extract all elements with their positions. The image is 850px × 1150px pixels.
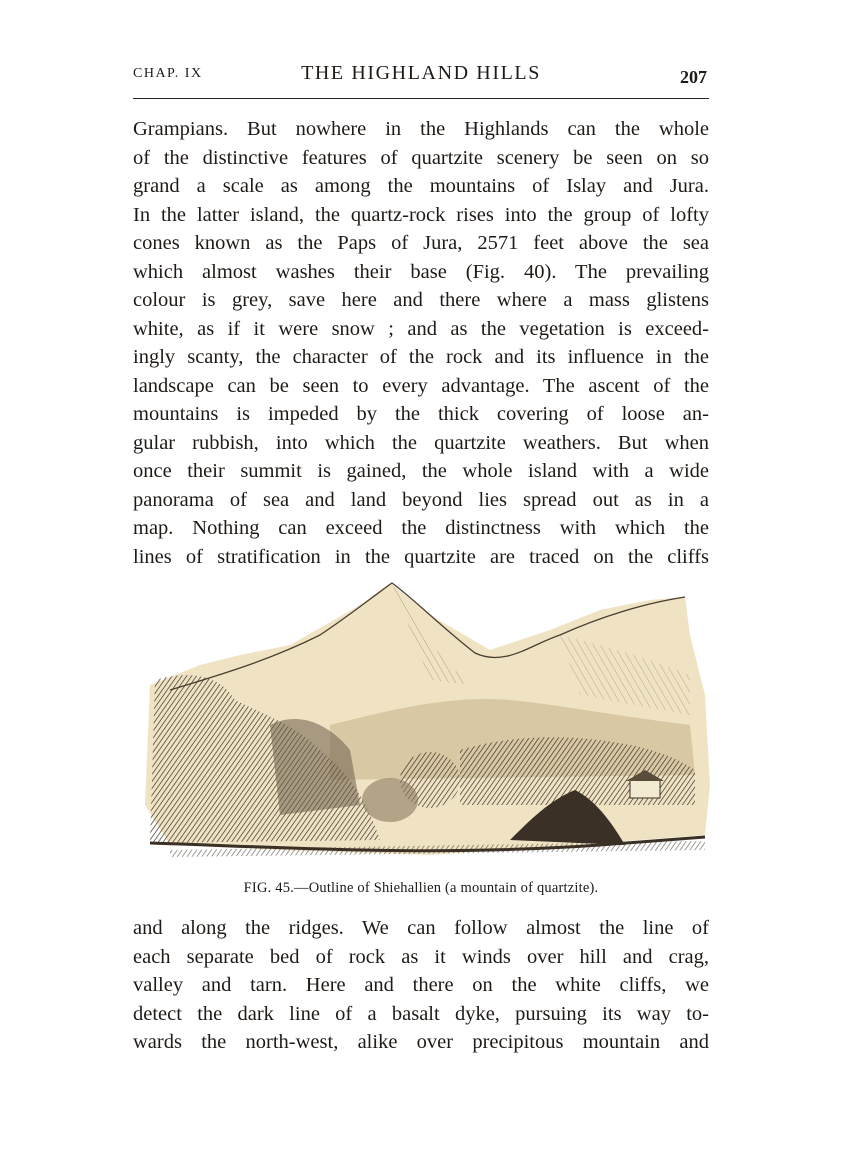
figure-caption: FIG. 45.—Outline of Shiehallien (a mountain of quartzite). — [243, 880, 599, 896]
text-line: and along the ridges. We can follow almost the line of — [133, 917, 709, 939]
running-title: THE HIGHLAND HILLS — [301, 62, 541, 84]
text-line: valley and tarn. Here and there on the white cliffs, we — [133, 974, 709, 996]
running-header — [133, 62, 709, 92]
header-rule — [133, 98, 709, 99]
text-line: map. Nothing can exceed the distinctness with which the — [133, 517, 709, 539]
text-line: each separate bed of rock as it winds over hill and crag, — [133, 945, 709, 968]
text-line: colour is grey, save here and there where a mass glistens — [133, 289, 709, 311]
mountain-engraving-figure — [130, 575, 720, 870]
text-line: Grampians. But nowhere in the Highlands can the whole — [133, 118, 709, 140]
text-line: lines of stratification in the quartzite are traced on the cliffs — [133, 545, 709, 568]
text-line: In the latter island, the quartz-rock rises into the group of lofty — [133, 203, 709, 226]
text-line: ingly scanty, the character of the rock and its influence in the — [133, 346, 709, 368]
text-line: gular rubbish, into which the quartzite weathers. But when — [133, 431, 709, 454]
text-line: mountains is impeded by the thick covering of loose an- — [133, 403, 709, 425]
text-line: landscape can be seen to every advantage. The ascent of the — [133, 374, 709, 397]
text-line: cones known as the Paps of Jura, 2571 feet above the sea — [133, 232, 709, 254]
text-line: which almost washes their base (Fig. 40). The prevailing — [133, 260, 709, 283]
body-paragraph-2 — [133, 914, 709, 1057]
body-paragraph-1 — [133, 115, 709, 571]
mountain-engraving-illustration — [130, 575, 720, 870]
text-line: once their summit is gained, the whole island with a wide — [133, 460, 709, 482]
text-line: grand a scale as among the mountains of Islay and Jura. — [133, 175, 709, 197]
text-line: of the distinctive features of quartzite scenery be seen on so — [133, 146, 709, 169]
text-line: wards the north-west, alike over precipitous mountain and — [133, 1031, 709, 1053]
text-line: panorama of sea and land beyond lies spread out as in a — [133, 488, 709, 511]
text-line: detect the dark line of a basalt dyke, pursuing its way to- — [133, 1002, 709, 1025]
text-line: white, as if it were snow ; and as the vegetation is exceed- — [133, 317, 709, 340]
chapter-label: CHAP. IX — [133, 66, 203, 81]
page-number: 207 — [680, 67, 707, 87]
